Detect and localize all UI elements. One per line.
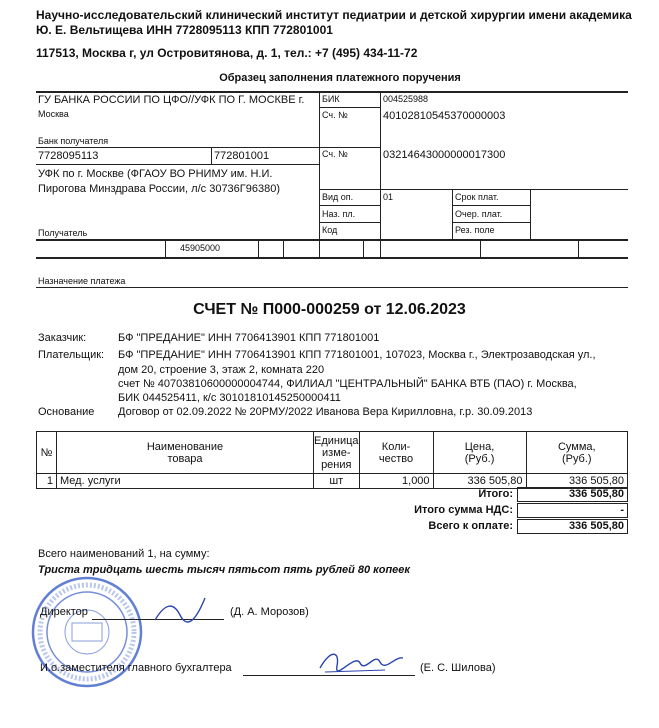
row-qty: 1,000 xyxy=(359,474,433,489)
bik-value: 004525988 xyxy=(383,94,429,104)
payer-line: счет № 40703810600000004744, ФИЛИАЛ "ЦЕНТРАЛЬНЫЙ" БАНКА ВТБ (ПАО) г. Москва, xyxy=(118,378,577,390)
amount-in-words: Триста тридцать шесть тысяч пятьсот пять рублей 80 копеек xyxy=(38,564,410,576)
bank-label: Банк получателя xyxy=(38,136,109,146)
due-label: Всего к оплате: xyxy=(428,520,513,532)
row-price: 336 505,80 xyxy=(433,474,526,489)
director-label: Директор xyxy=(40,606,88,618)
kpp-value: 772801001 xyxy=(214,150,270,162)
accountant-name: (Е. С. Шилова) xyxy=(420,662,496,674)
basis-label: Основание xyxy=(38,406,95,418)
purpose-label: Назначение платежа xyxy=(38,276,126,286)
org-address: 117513, Москва г, ул Островитянова, д. 1, тел.: +7 (495) 434-11-72 xyxy=(36,46,418,60)
rez-label: Рез. поле xyxy=(455,225,495,235)
payer-line: дом 20, строение 3, этаж 2, комната 220 xyxy=(118,364,325,376)
accountant-signature-icon xyxy=(315,648,405,676)
sample-title: Образец заполнения платежного поручения xyxy=(219,72,461,84)
vat-value: - xyxy=(517,503,628,518)
ocher-label: Очер. плат. xyxy=(455,209,503,219)
org-name-line2: Ю. Е. Вельтищева ИНН 7728095113 КПП 772801001 xyxy=(36,23,333,37)
total-value: 336 505,80 xyxy=(517,487,628,502)
vid-op-label: Вид оп. xyxy=(322,192,354,202)
recipient-label: Получатель xyxy=(38,228,88,238)
org-name-line1: Научно-исследовательский клинический институт педиатрии и детской хирургии имени академика xyxy=(36,8,632,22)
bank-city: Москва xyxy=(38,109,69,119)
vat-label: Итого сумма НДС: xyxy=(414,504,513,516)
row-sum: 336 505,80 xyxy=(526,474,627,489)
inn-value: 7728095113 xyxy=(38,150,99,162)
account2-value: 03214643000000017300 xyxy=(383,149,506,161)
col-qty: Коли- чество xyxy=(359,432,433,474)
col-number: № xyxy=(37,432,57,474)
director-signature-icon xyxy=(150,590,210,625)
account2-label: Сч. № xyxy=(322,149,348,159)
account1-value: 40102810545370000003 xyxy=(383,110,506,122)
payer-line: БФ "ПРЕДАНИЕ" ИНН 7706413901 КПП 771801001, 107023, Москва г., Электрозаводская ул., xyxy=(118,349,596,361)
oktmo-value: 45905000 xyxy=(180,243,221,253)
total-row xyxy=(300,487,628,502)
recipient-line1: УФК по г. Москве (ФГАОУ ВО РНИМУ им. Н.И. xyxy=(38,168,273,180)
items-header-row xyxy=(37,432,628,474)
due-value: 336 505,80 xyxy=(517,519,628,534)
naz-pl-label: Наз. пл. xyxy=(322,209,356,219)
director-name: (Д. А. Морозов) xyxy=(230,606,309,618)
account1-label: Сч. № xyxy=(322,110,348,120)
col-name: Наименование товара xyxy=(57,432,314,474)
invoice-title: СЧЕТ № П000-000259 от 12.06.2023 xyxy=(193,301,466,318)
row-number: 1 xyxy=(37,474,57,489)
srok-label: Срок плат. xyxy=(455,192,499,202)
payer-label: Плательщик: xyxy=(38,349,105,361)
accountant-label: И.о.заместителя главного бухгалтера xyxy=(40,662,232,674)
due-row xyxy=(300,519,628,534)
customer-value: БФ "ПРЕДАНИЕ" ИНН 7706413901 КПП 771801001 xyxy=(118,332,380,344)
total-label: Итого: xyxy=(478,488,513,500)
vid-op-value: 01 xyxy=(383,192,394,202)
vat-row xyxy=(300,503,628,518)
row-name: Мед. услуги xyxy=(57,474,314,489)
items-count: Всего наименований 1, на сумму: xyxy=(38,548,210,560)
col-sum: Сумма, (Руб.) xyxy=(526,432,627,474)
customer-label: Заказчик: xyxy=(38,332,87,344)
col-unit: Единица изме- рения xyxy=(314,432,360,474)
col-price: Цена, (Руб.) xyxy=(433,432,526,474)
bik-label: БИК xyxy=(322,94,340,104)
bank-name: ГУ БАНКА РОССИИ ПО ЦФО//УФК ПО Г. МОСКВЕ г. xyxy=(38,94,305,106)
kod-label: Код xyxy=(322,225,338,235)
row-unit: шт xyxy=(314,474,360,489)
items-table xyxy=(36,431,628,489)
recipient-line2: Пирогова Минздрава России, л/с 30736Г96380) xyxy=(38,183,280,195)
basis-value: Договор от 02.09.2022 № 20РМУ/2022 Иванова Вера Кирилловна, г.р. 30.09.2013 xyxy=(118,406,533,418)
payer-line: БИК 044525411, к/с 30101810145250000411 xyxy=(118,392,341,404)
